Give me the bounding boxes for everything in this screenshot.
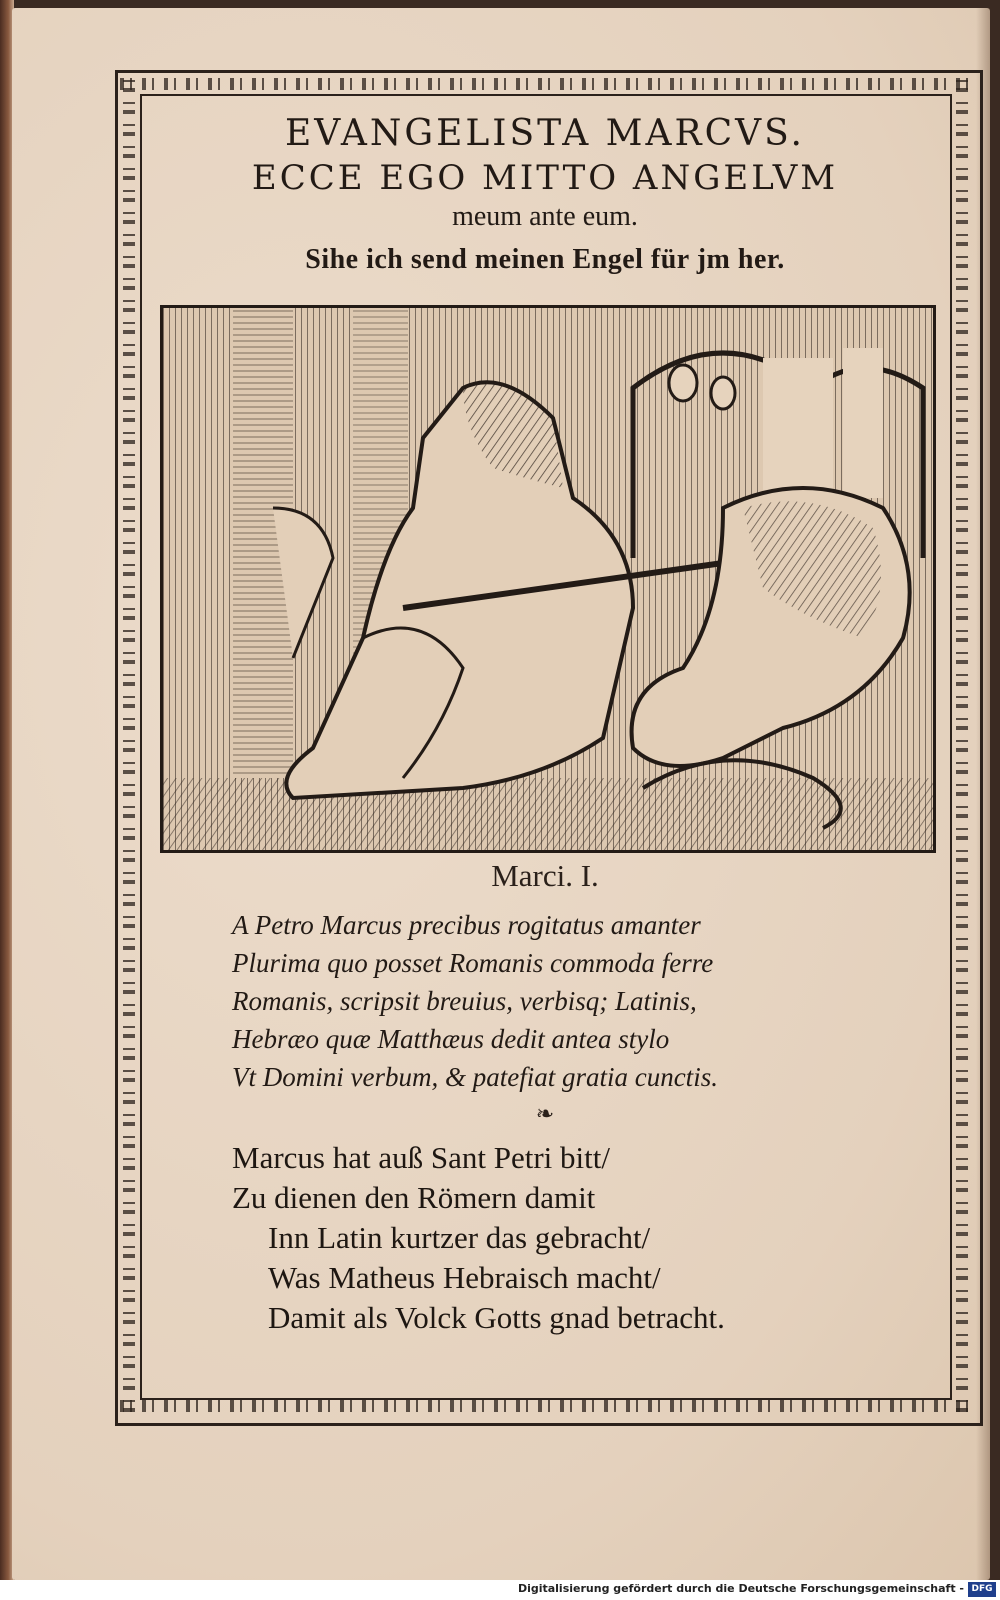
german-motto: Sihe ich send meinen Engel für jm her.: [305, 244, 785, 275]
dfg-logo: DFG: [968, 1582, 996, 1597]
german-verse-line: Inn Latin kurtzer das gebracht/: [268, 1220, 651, 1255]
border-chain-top: [120, 78, 972, 90]
title-block: [145, 112, 945, 280]
funding-notice: Digitalisierung gefördert durch die Deutsche Forschungsgemeinschaft -: [517, 1582, 964, 1595]
fleuron-ornament: ❧: [535, 1102, 555, 1127]
border-chain-left: [123, 78, 135, 1412]
german-verse-line: Damit als Volck Gotts gnad betracht.: [268, 1300, 725, 1335]
latin-motto-continued: meum ante eum.: [452, 201, 638, 232]
footer-bar: [0, 1580, 1000, 1600]
latin-verse-line: Romanis, scripsit breuius, verbisq; Latinis,: [232, 986, 697, 1016]
border-chain-bottom: [120, 1400, 972, 1412]
german-verse-line: Marcus hat auß Sant Petri bitt/: [232, 1140, 610, 1175]
latin-verse-line: Plurima quo posset Romanis commoda ferre: [232, 948, 714, 978]
page-title: EVANGELISTA MARCVS.: [285, 113, 805, 154]
chapter-reference: Marci. I.: [491, 858, 599, 893]
german-verse-line: Was Matheus Hebraisch macht/: [268, 1260, 661, 1295]
latin-verse-block: [232, 906, 932, 1096]
woodcut-drawing: [163, 308, 933, 850]
latin-verse-line: Hebræo quæ Matthæus dedit antea stylo: [232, 1024, 670, 1054]
latin-motto: ECCE EGO MITTO ANGELVM: [251, 158, 839, 198]
latin-verse-line: A Petro Marcus precibus rogitatus amanter: [232, 910, 701, 940]
german-verse-line: Zu dienen den Römern damit: [232, 1180, 596, 1215]
woodcut-illustration: [160, 305, 936, 853]
latin-verse-line: Vt Domini verbum, & patefiat gratia cunctis.: [232, 1062, 718, 1092]
border-chain-right: [956, 78, 968, 1412]
german-verse-block: [232, 1138, 932, 1338]
